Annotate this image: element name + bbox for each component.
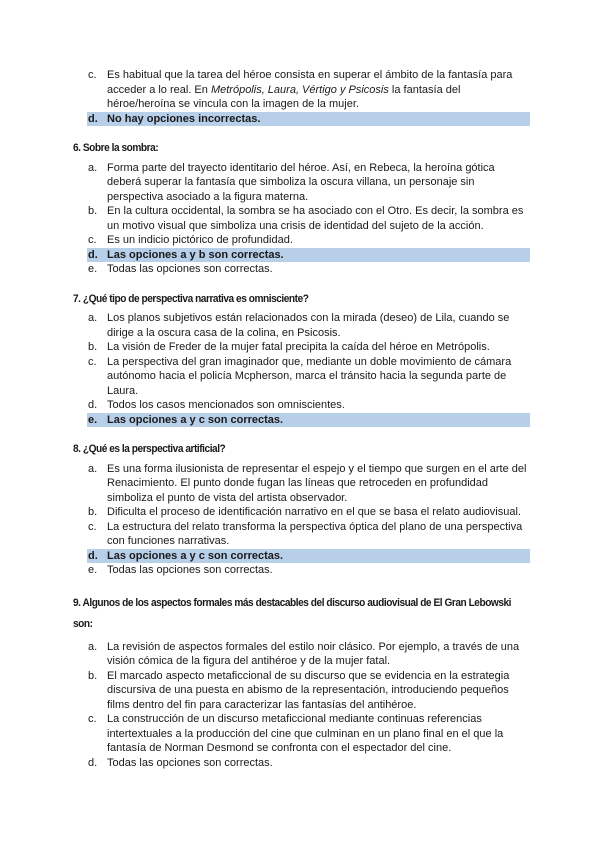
question-8-options xyxy=(0,462,600,578)
option-text: Los planos subjetivos están relacionados con la mirada (deseo) de Lila, cuando se dirige a la oscura casa de la colina, en Psicosis. xyxy=(107,312,510,339)
option-text: Forma parte del trayecto identitario del héroe. Así, en Rebeca, la heroína gótica deberá superar la fantasía que simboliza la oscura villana, un personaje sin perspectiva asociado a la figura materna. xyxy=(107,161,495,203)
option-a xyxy=(88,462,530,506)
question-6-options xyxy=(0,161,600,277)
option-b xyxy=(88,669,530,713)
option-marker: a. xyxy=(88,462,98,475)
option-text: Es una forma ilusionista de representar el espejo y el tiempo que surgen en el arte del Renacimiento. El punto donde fugan las líneas que retroceden en profundidad simboliza el punto de vista del artista observador. xyxy=(107,462,527,504)
option-text-italic: Metrópolis, Laura, Vértigo y Psicosis xyxy=(210,83,389,96)
option-text: Las opciones a y c son correctas. xyxy=(107,549,284,562)
option-b xyxy=(88,505,530,520)
question-7-title: 7. ¿Qué tipo de perspectiva narrativa es omnisciente? xyxy=(73,292,309,305)
option-d xyxy=(88,756,530,771)
option-d xyxy=(88,398,530,413)
option-marker: e. xyxy=(88,263,98,275)
option-marker: d. xyxy=(88,248,98,261)
option-marker: b. xyxy=(88,506,98,518)
question-9-title: 9. Algunos de los aspectos formales más destacables del discurso audiovisual de El Gran Lebowski son: xyxy=(73,596,512,630)
option-text: Todos los casos mencionados son omniscientes. xyxy=(107,399,345,411)
question-9-options xyxy=(0,640,600,771)
option-a xyxy=(88,640,530,669)
option-text: La visión de Freder de la mujer fatal precipita la caída del héroe en Metrópolis. xyxy=(107,341,490,353)
option-marker: c. xyxy=(88,234,97,246)
question-7-options xyxy=(0,311,600,427)
option-marker: a. xyxy=(88,640,98,653)
option-text: La perspectiva del gran imaginador que, mediante un doble movimiento de cámara autónomo hacia el policía Mcpherson, marca el tránsito hacia la segunda parte de Laura. xyxy=(107,355,512,397)
option-marker: d. xyxy=(88,112,98,125)
option-text: la fantasía del héroe/heroína se vincula con la imagen de la mujer. xyxy=(107,83,461,110)
option-marker: e. xyxy=(88,564,98,576)
question-8-title: 8. ¿Qué es la perspectiva artificial? xyxy=(73,443,226,455)
option-b xyxy=(88,340,530,355)
option-b xyxy=(88,204,530,233)
option-text: No hay opciones incorrectas. xyxy=(107,112,261,125)
option-marker: b. xyxy=(88,341,98,353)
option-c xyxy=(88,233,530,248)
option-text: Todas las opciones son correctas. xyxy=(107,564,273,576)
document-content xyxy=(0,68,600,770)
option-c xyxy=(88,520,530,549)
option-c xyxy=(88,355,530,399)
option-d-correct xyxy=(88,549,530,564)
option-e xyxy=(88,262,530,277)
option-text: Todas las opciones son correctas. xyxy=(107,756,273,769)
option-marker: c. xyxy=(88,355,97,368)
option-marker: e. xyxy=(88,413,98,426)
option-text: Todas las opciones son correctas. xyxy=(107,263,273,275)
option-marker: c. xyxy=(88,713,97,725)
question-6-title: 6. Sobre la sombra: xyxy=(73,142,159,154)
option-text: La estructura del relato transforma la perspectiva óptica del plano de una perspectiva con funciones narrativas. xyxy=(107,520,523,547)
option-marker: a. xyxy=(88,161,98,174)
option-a xyxy=(88,311,530,340)
option-a xyxy=(88,161,530,205)
option-marker: d. xyxy=(88,399,98,411)
option-marker: d. xyxy=(88,756,98,769)
option-c xyxy=(88,712,530,756)
option-text: La construcción de un discurso metaficcional mediante continuas referencias intertextuales a la producción del cine que culminan en un plano final en el que la fantasía de Norman Desmond se confronta con el espectador del cine. xyxy=(107,713,504,754)
option-text: Es habitual que la tarea del héroe consista en superar el ámbito de la fantasía para acceder a lo real. En xyxy=(107,69,513,96)
option-text: Las opciones a y b son correctas. xyxy=(107,248,284,261)
question-5-options-continued xyxy=(0,68,600,126)
option-e-correct xyxy=(88,413,530,428)
option-marker: a. xyxy=(88,312,98,324)
option-text: Dificulta el proceso de identificación narrativo en el que se basa el relato audiovisual. xyxy=(107,506,521,518)
option-marker: b. xyxy=(88,205,98,217)
option-marker: c. xyxy=(88,69,97,81)
option-text: En la cultura occidental, la sombra se ha asociado con el Otro. Es decir, la sombra es un motivo visual que simboliza una crisis de identidad del sujeto de la acción. xyxy=(107,205,524,232)
option-text: La revisión de aspectos formales del estilo noir clásico. Por ejemplo, a través de una visión cómica de la figura del antihéroe y de la mujer fatal. xyxy=(107,640,520,667)
option-d-correct xyxy=(88,112,530,127)
option-marker: c. xyxy=(88,520,97,533)
option-d-correct xyxy=(88,248,530,263)
option-e xyxy=(88,563,530,578)
option-text: Es un indicio pictórico de profundidad. xyxy=(107,234,293,246)
option-text: El marcado aspecto metaficcional de su discurso que se evidencia en la estrategia discursiva de una puesta en abismo de la representación, introduciendo pequeños films dentro del fin para caracterizar las fantasías del antihéroe. xyxy=(107,669,510,711)
option-c xyxy=(88,68,530,112)
option-text: Las opciones a y c son correctas. xyxy=(107,413,284,426)
option-marker: b. xyxy=(88,669,98,682)
option-marker: d. xyxy=(88,549,98,562)
